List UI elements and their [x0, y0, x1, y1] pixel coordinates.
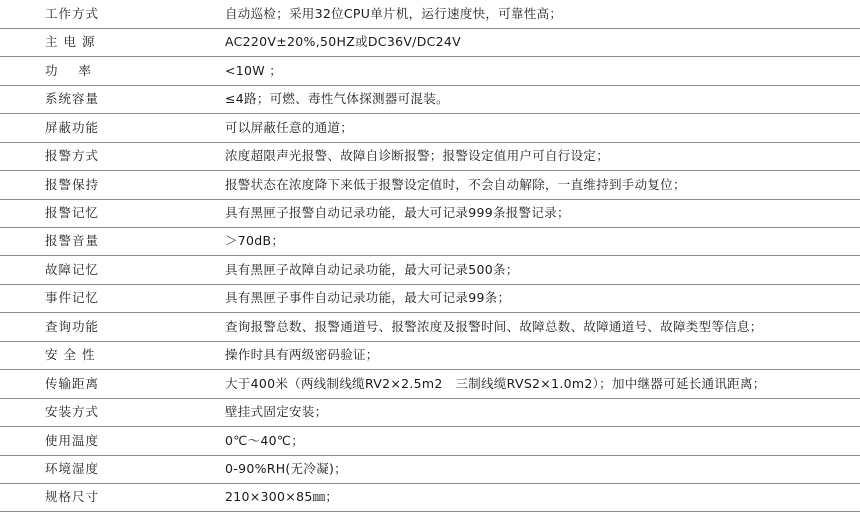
spec-label: 报警保持 — [0, 171, 225, 199]
spec-value: <10W ； — [225, 57, 860, 85]
spec-value: 具有黑匣子事件自动记录功能，最大可记录99条； — [225, 284, 860, 312]
spec-label: 环境湿度 — [0, 455, 225, 483]
spec-row — [0, 284, 860, 312]
spec-value: 0℃～40℃； — [225, 427, 860, 455]
spec-label: 工作方式 — [0, 0, 225, 28]
spec-row — [0, 370, 860, 398]
spec-label: 屏蔽功能 — [0, 114, 225, 142]
spec-value: AC220V±20%,50HZ或DC36V/DC24V — [225, 28, 860, 56]
spec-row — [0, 427, 860, 455]
spec-row — [0, 256, 860, 284]
spec-value: ＞70dB； — [225, 228, 860, 256]
spec-row — [0, 228, 860, 256]
spec-label: 安 全 性 — [0, 341, 225, 369]
spec-row — [0, 142, 860, 170]
spec-label: 报警方式 — [0, 142, 225, 170]
spec-value: 大于400米（两线制线缆RV2×2.5m2 三制线缆RVS2×1.0m2）；加中继器可延长通讯距离； — [225, 370, 860, 398]
spec-row — [0, 114, 860, 142]
spec-row — [0, 0, 860, 28]
spec-row — [0, 483, 860, 511]
spec-row — [0, 455, 860, 483]
spec-value: 可以屏蔽任意的通道； — [225, 114, 860, 142]
spec-row — [0, 28, 860, 56]
spec-value: 壁挂式固定安装； — [225, 398, 860, 426]
spec-row — [0, 57, 860, 85]
spec-label: 规格尺寸 — [0, 483, 225, 511]
spec-value: 0-90%RH(无冷凝)； — [225, 455, 860, 483]
spec-row — [0, 313, 860, 341]
spec-label: 功 率 — [0, 57, 225, 85]
spec-label: 主 电 源 — [0, 28, 225, 56]
spec-row — [0, 171, 860, 199]
spec-label: 传输距离 — [0, 370, 225, 398]
spec-value: 自动巡检；采用32位CPU单片机，运行速度快，可靠性高； — [225, 0, 860, 28]
spec-value: 查询报警总数、报警通道号、报警浓度及报警时间、故障总数、故障通道号、故障类型等信息； — [225, 313, 860, 341]
spec-value: 具有黑匣子报警自动记录功能，最大可记录999条报警记录； — [225, 199, 860, 227]
spec-value: 210×300×85㎜； — [225, 483, 860, 511]
spec-row — [0, 398, 860, 426]
spec-value: ≤4路；可燃、毒性气体探测器可混装。 — [225, 85, 860, 113]
spec-row — [0, 341, 860, 369]
spec-label: 系统容量 — [0, 85, 225, 113]
spec-label: 安装方式 — [0, 398, 225, 426]
spec-value: 操作时具有两级密码验证； — [225, 341, 860, 369]
spec-label: 报警记忆 — [0, 199, 225, 227]
spec-row — [0, 199, 860, 227]
spec-value: 具有黑匣子故障自动记录功能，最大可记录500条； — [225, 256, 860, 284]
spec-row — [0, 85, 860, 113]
spec-label: 事件记忆 — [0, 284, 225, 312]
spec-label: 故障记忆 — [0, 256, 225, 284]
spec-label: 报警音量 — [0, 228, 225, 256]
spec-value: 浓度超限声光报警、故障自诊断报警；报警设定值用户可自行设定； — [225, 142, 860, 170]
spec-label: 使用温度 — [0, 427, 225, 455]
spec-label: 查询功能 — [0, 313, 225, 341]
spec-value: 报警状态在浓度降下来低于报警设定值时，不会自动解除，一直维持到手动复位； — [225, 171, 860, 199]
